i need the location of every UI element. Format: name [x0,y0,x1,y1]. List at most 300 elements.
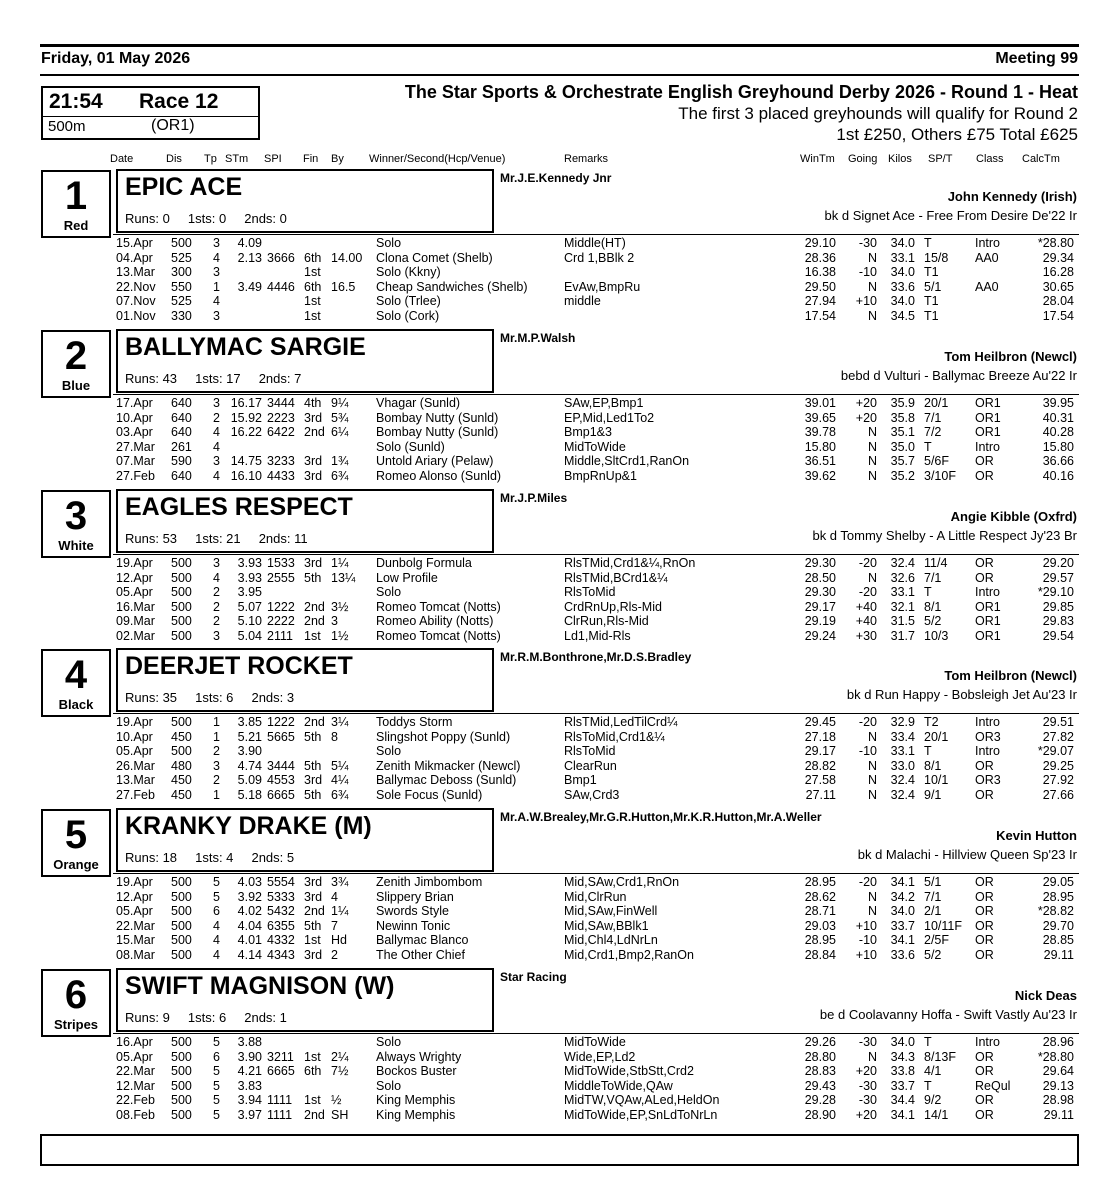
form-class: OR [975,556,994,570]
form-spt: T [924,1078,932,1093]
form-going: -30 [858,236,877,250]
dog-trainer: Tom Heilbron (Newcl) [944,349,1077,364]
form-wintm: 28.36 [804,250,836,265]
form-stm: 4.14 [237,947,262,962]
form-trap: 3 [213,628,220,643]
form-remarks: Bmp1 [564,773,597,787]
form-wintm: 28.95 [804,933,836,947]
form-wintm: 27.11 [805,787,836,802]
form-wintm: 28.80 [804,1049,836,1064]
form-spi: 1533 [267,556,295,570]
form-date: 08.Mar [116,947,155,962]
form-remarks: ClearRun [564,758,617,773]
form-fin: 2nd [304,425,325,439]
form-stm: 3.83 [237,1078,262,1093]
form-going: +10 [855,294,877,308]
form-going: -20 [858,585,877,599]
col-header-tp: Tp [204,153,217,165]
form-wintm: 29.30 [804,585,836,599]
form-by: 7 [331,918,338,933]
form-spt: 8/13F [924,1049,956,1064]
form-spi: 6355 [267,918,295,933]
form-class: OR1 [975,410,1001,425]
form-calctm: 29.51 [1042,715,1074,729]
form-calctm: 29.25 [1042,758,1074,773]
form-class: OR [975,889,994,904]
dog-trainer: John Kennedy (Irish) [947,189,1077,204]
form-going: +20 [855,410,877,425]
form-wintm: 29.43 [804,1078,836,1093]
form-date: 10.Apr [116,729,153,744]
form-remarks: Wide,EP,Ld2 [564,1049,636,1064]
form-dis: 500 [171,1035,192,1049]
form-calctm: 29.70 [1042,918,1074,933]
form-dis: 500 [171,904,192,918]
form-calctm: 28.98 [1042,1093,1074,1107]
race-distance: 500m [48,118,86,135]
form-date: 22.Feb [116,1093,155,1107]
form-date: 16.Mar [116,599,155,614]
form-stm: 16.17 [230,396,262,410]
form-spt: 10/1 [924,773,949,787]
form-wintm: 28.95 [804,875,836,889]
form-calctm: *29.10 [1037,585,1074,599]
form-stm: 3.93 [237,570,262,585]
form-wintm: 29.50 [804,279,836,294]
dog-box [116,169,494,233]
form-kilos: 33.0 [890,758,915,773]
form-dis: 640 [171,410,192,425]
dog-name: BALLYMAC SARGIE [125,333,366,361]
dog-breeding: bk d Signet Ace - Free From Desire De'22 Ir [824,208,1077,223]
form-wintm: 39.01 [804,396,836,410]
dog-name: EAGLES RESPECT [125,493,353,521]
form-wintm: 29.45 [804,715,836,729]
form-date: 27.Feb [116,468,155,483]
dog-name: DEERJET ROCKET [125,652,353,680]
form-calctm: 29.13 [1042,1078,1074,1093]
form-spi: 2223 [267,410,295,425]
form-calctm: 39.95 [1042,396,1074,410]
form-by: 5¾ [331,410,349,425]
form-date: 19.Apr [116,715,153,729]
col-header-wintm: WinTm [800,153,835,165]
col-header-kilos: Kilos [888,153,912,165]
form-fin: 2nd [304,1107,325,1122]
form-calctm: *28.82 [1037,904,1074,918]
form-date: 16.Apr [116,1035,153,1049]
form-date: 19.Apr [116,556,153,570]
trap-colour: Red [63,218,89,233]
form-date: 26.Mar [116,758,155,773]
form-kilos: 35.8 [890,410,915,425]
form-winner: King Memphis [376,1093,456,1107]
form-calctm: 29.54 [1042,628,1074,643]
form-date: 17.Apr [116,396,153,410]
col-header-class: Class [976,153,1004,165]
dog-runs: Runs: 35 [125,690,178,705]
form-kilos: 34.3 [890,1049,915,1064]
form-spt: T1 [924,265,939,279]
form-by: 1¼ [331,556,349,570]
form-dis: 261 [171,439,192,454]
form-calctm: *29.07 [1037,744,1074,758]
dog-seconds: 2nds: 3 [251,690,295,705]
form-by: SH [331,1107,349,1122]
dog-runs: Runs: 53 [125,531,178,546]
form-stm: 5.18 [237,787,262,802]
form-spt: T [924,236,932,250]
form-wintm: 29.26 [804,1035,836,1049]
form-trap: 4 [213,570,220,585]
col-header-date: Date [110,153,134,165]
form-winner: Ballymac Deboss (Sunld) [376,773,517,787]
form-remarks: Mid,ClrRun [564,889,627,904]
form-wintm: 29.03 [804,918,836,933]
dog-seconds: 2nds: 7 [258,371,302,386]
form-spt: 9/2 [924,1093,942,1107]
form-kilos: 34.1 [890,1107,915,1122]
form-wintm: 27.18 [804,729,836,744]
form-class: OR1 [975,599,1001,614]
form-spt: T1 [924,308,939,323]
form-winner: Bombay Nutty (Sunld) [376,425,499,439]
form-class: Intro [975,1035,1001,1049]
form-wintm: 28.71 [804,904,836,918]
form-spt: 7/1 [924,410,942,425]
form-dis: 500 [171,614,192,628]
form-date: 04.Apr [116,250,153,265]
form-date: 07.Nov [116,294,156,308]
form-remarks: RlsTMid,BCrd1&¼ [564,570,668,585]
form-dis: 500 [171,599,192,614]
form-stm: 3.94 [237,1093,262,1107]
form-separator [113,394,1079,395]
form-fin: 6th [304,250,322,265]
form-spt: 9/1 [924,787,942,802]
dog-seconds: 2nds: 11 [258,531,308,546]
form-kilos: 34.2 [890,889,915,904]
form-winner: Romeo Tomcat (Notts) [376,599,501,614]
form-winner: Solo [376,744,402,758]
form-class: OR3 [975,773,1001,787]
dog-firsts: 1sts: 6 [187,1010,227,1025]
trap-box [41,809,111,877]
dog-firsts: 1sts: 6 [195,690,234,705]
form-trap: 4 [213,250,220,265]
form-kilos: 33.1 [890,250,915,265]
form-dis: 450 [171,773,192,787]
form-trap: 5 [213,1107,220,1122]
form-trap: 5 [213,1093,220,1107]
form-spt: 10/3 [924,628,949,643]
form-going: N [867,787,877,802]
trap-number: 5 [64,813,88,857]
form-wintm: 39.65 [804,410,836,425]
form-going: N [867,889,877,904]
form-winner: Newinn Tonic [376,918,451,933]
dog-stats [125,850,294,865]
form-class: OR3 [975,729,1001,744]
form-fin: 5th [304,729,322,744]
form-separator [113,713,1079,714]
form-fin: 1st [304,308,321,323]
form-kilos: 35.0 [890,439,915,454]
form-dis: 640 [171,396,192,410]
form-remarks: Crd 1,BBlk 2 [564,250,635,265]
dog-trainer: Nick Deas [1014,988,1077,1003]
form-kilos: 34.0 [890,294,915,308]
form-spt: 7/1 [924,889,942,904]
form-fin: 3rd [304,889,323,904]
form-dis: 640 [171,425,192,439]
form-stm: 5.04 [237,628,262,643]
form-date: 10.Apr [116,410,153,425]
dog-name: EPIC ACE [125,173,243,201]
form-spt: 2/1 [924,904,942,918]
form-calctm: 29.64 [1042,1064,1074,1078]
col-header-spt: SP/T [928,153,953,165]
form-winner: Vhagar (Sunld) [376,396,461,410]
race-time: 21:54 [49,90,103,113]
form-remarks: MidToWide,StbStt,Crd2 [564,1064,694,1078]
form-stm: 3.85 [237,715,262,729]
form-trap: 1 [213,715,220,729]
form-kilos: 32.1 [890,599,915,614]
form-going: +20 [855,1064,877,1078]
form-kilos: 32.4 [890,773,915,787]
form-dis: 500 [171,889,192,904]
form-stm: 3.88 [237,1035,262,1049]
form-kilos: 33.4 [890,729,915,744]
form-trap: 6 [213,1049,220,1064]
form-winner: Solo [376,236,402,250]
form-trap: 4 [213,468,220,483]
form-spi: 5432 [267,904,295,918]
form-separator [113,1033,1079,1034]
trap-box [41,969,111,1037]
form-winner: Zenith Jimbombom [376,875,483,889]
col-header-fin: Fin [303,153,319,165]
form-winner: Solo (Kkny) [376,265,441,279]
form-class: AA0 [975,250,999,265]
dog-box [116,968,494,1032]
form-stm: 3.95 [237,585,262,599]
dog-breeding: bk d Run Happy - Bobsleigh Jet Au'23 Ir [846,687,1077,702]
form-fin: 2nd [304,715,325,729]
form-trap: 1 [213,787,220,802]
form-trap: 3 [213,556,220,570]
form-remarks: Ld1,Mid-Rls [564,628,631,643]
form-spt: T [924,439,932,454]
form-stm: 15.92 [230,410,262,425]
form-kilos: 32.9 [890,715,915,729]
form-dis: 480 [171,758,192,773]
form-remarks: ClrRun,Rls-Mid [564,614,649,628]
race-info-box [41,86,260,140]
form-stm: 5.21 [237,729,262,744]
form-kilos: 32.6 [890,570,915,585]
form-by: 3 [331,614,338,628]
form-class: OR [975,875,994,889]
form-date: 03.Apr [116,425,153,439]
form-dis: 500 [171,715,192,729]
form-wintm: 27.58 [804,773,836,787]
trap-colour: Stripes [53,1017,99,1032]
form-fin: 3rd [304,773,323,787]
form-by: 3¾ [331,875,349,889]
dog-firsts: 1sts: 4 [195,850,234,865]
form-date: 13.Mar [116,773,155,787]
form-going: +40 [855,599,877,614]
form-remarks: Middle(HT) [564,236,626,250]
form-calctm: 36.66 [1042,454,1074,468]
form-calctm: 15.80 [1042,439,1074,454]
form-separator [113,873,1079,874]
dog-runs: Runs: 0 [125,211,170,226]
form-remarks: RlsToMid [564,744,616,758]
form-dis: 300 [171,265,192,279]
form-dis: 500 [171,556,192,570]
form-by: 4¼ [331,773,349,787]
race-qualify-note: The first 3 placed greyhounds will qualify for Round 2 [678,104,1078,123]
form-fin: 6th [304,1064,322,1078]
form-going: N [867,439,877,454]
form-spt: 10/11F [924,918,962,933]
form-stm: 5.07 [237,599,262,614]
form-date: 15.Mar [116,933,155,947]
form-calctm: 29.57 [1042,570,1074,585]
form-trap: 2 [213,744,220,758]
trap-number: 2 [64,334,88,378]
trap-number: 1 [64,174,88,218]
form-calctm: 40.16 [1042,468,1074,483]
form-fin: 1st [304,265,321,279]
form-winner: King Memphis [376,1107,456,1122]
form-calctm: *28.80 [1037,236,1074,250]
form-spi: 4332 [267,933,295,947]
form-calctm: 29.11 [1043,947,1074,962]
form-stm: 4.01 [237,933,262,947]
form-spt: T [924,585,932,599]
form-spt: 3/10F [924,468,956,483]
form-calctm: 29.83 [1042,614,1074,628]
form-dis: 500 [171,628,192,643]
form-calctm: 29.05 [1042,875,1074,889]
form-class: OR [975,1064,994,1078]
form-fin: 5th [304,570,322,585]
form-wintm: 17.54 [804,308,836,323]
form-stm: 14.75 [230,454,262,468]
trap-colour: White [58,538,94,553]
form-calctm: 27.66 [1042,787,1074,802]
form-class: OR [975,1093,994,1107]
form-going: N [867,308,877,323]
form-remarks: MidToWide,EP,SnLdToNrLn [564,1107,718,1122]
form-trap: 3 [213,454,220,468]
form-dis: 330 [171,308,192,323]
form-class: OR1 [975,628,1001,643]
form-wintm: 39.62 [804,468,836,483]
form-calctm: 28.96 [1042,1035,1074,1049]
form-spi: 1222 [267,715,295,729]
form-kilos: 33.7 [890,918,915,933]
form-class: OR [975,933,994,947]
form-remarks: SAw,EP,Bmp1 [564,396,644,410]
form-kilos: 34.1 [890,875,915,889]
form-wintm: 16.38 [804,265,836,279]
form-going: -20 [858,875,877,889]
form-dis: 500 [171,744,192,758]
form-calctm: 40.28 [1042,425,1074,439]
form-by: 3¼ [331,715,349,729]
form-wintm: 28.82 [804,758,836,773]
form-going: +10 [855,947,877,962]
form-calctm: 40.31 [1042,410,1074,425]
form-stm: 4.09 [237,236,262,250]
form-remarks: Mid,SAw,Crd1,RnOn [564,875,680,889]
form-spt: T1 [924,294,939,308]
form-trap: 4 [213,439,220,454]
form-winner: Solo [376,585,402,599]
form-kilos: 33.6 [890,279,915,294]
form-by: 1¾ [331,454,349,468]
form-going: -30 [858,1093,877,1107]
form-spi: 3444 [267,396,295,410]
form-going: +30 [855,628,877,643]
form-trap: 4 [213,947,220,962]
form-by: 1¼ [331,904,349,918]
form-spt: 8/1 [924,599,942,614]
form-remarks: EvAw,BmpRu [564,279,641,294]
form-spi: 4446 [267,279,295,294]
form-going: -10 [858,265,877,279]
form-trap: 3 [213,396,220,410]
trap-number: 6 [64,973,88,1017]
form-trap: 4 [213,294,220,308]
form-kilos: 35.1 [890,425,915,439]
form-going: N [867,904,877,918]
form-winner: Bockos Buster [376,1064,457,1078]
form-going: -30 [858,1035,877,1049]
dog-breeding: be d Coolavanny Hoffa - Swift Vastly Au'23 Ir [819,1007,1077,1022]
form-trap: 5 [213,1078,220,1093]
form-date: 08.Feb [116,1107,155,1122]
form-date: 07.Mar [116,454,155,468]
form-fin: 3rd [304,454,323,468]
form-stm: 3.90 [237,1049,262,1064]
form-by: 13¼ [331,570,356,585]
form-spt: 8/1 [924,758,942,773]
trap-box [41,490,111,558]
form-spi: 6665 [267,1064,295,1078]
form-by: 6¾ [331,787,349,802]
form-remarks: MidToWide [564,439,626,454]
race-number: Race 12 [139,90,219,113]
form-kilos: 32.4 [890,787,915,802]
form-remarks: MiddleToWide,QAw [564,1078,673,1093]
form-spt: 2/5F [924,933,950,947]
form-kilos: 31.7 [890,628,915,643]
form-date: 01.Nov [116,308,156,323]
form-trap: 5 [213,889,220,904]
form-fin: 2nd [304,904,325,918]
trap-box [41,170,111,238]
form-fin: 3rd [304,875,323,889]
form-dis: 500 [171,1064,192,1078]
form-stm: 16.22 [230,425,262,439]
form-dis: 450 [171,729,192,744]
